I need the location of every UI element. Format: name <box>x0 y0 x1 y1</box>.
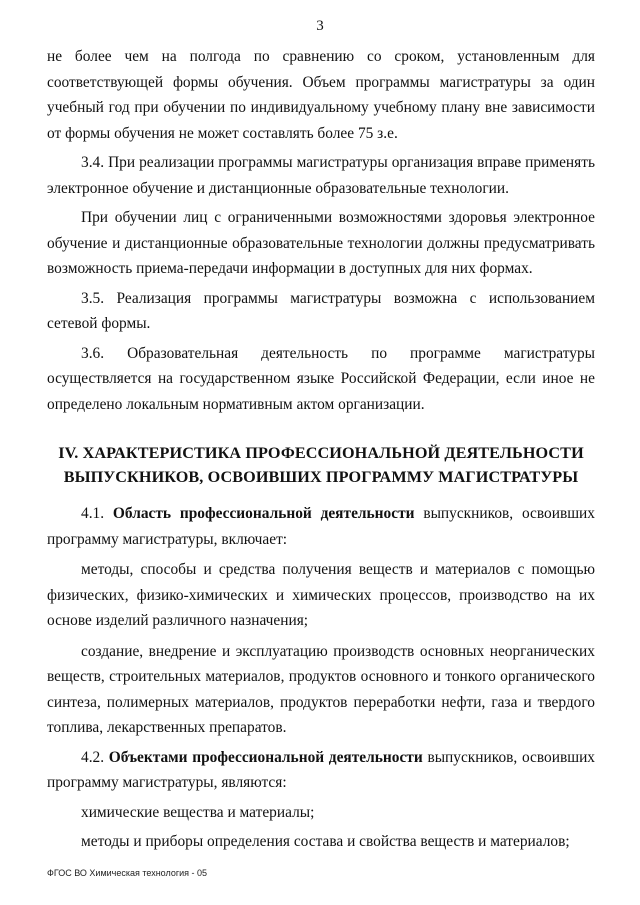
paragraph-production: создание, внедрение и эксплуатацию производств основных неорганических веществ, строительных материалов, продуктов основного и тонкого органического синтеза, полимерных материалов, продуктов переработки нефти, газа и твердого топлива, лекарственных препаратов. <box>47 642 595 736</box>
paragraph-4-1-number: 4.1. <box>81 505 105 522</box>
paragraph-4-1 <box>47 501 595 552</box>
paragraph-continuation: не более чем на полгода по сравнению со сроком, установленным для соответствующей формы обучения. Объем программы магистратуры за один учебный год при обучении по индивидуальному учебному плану вне зависимости от формы обучения не может составлять более 75 з.е. <box>47 48 595 142</box>
document-body <box>47 44 595 855</box>
paragraph-3-5: 3.5. Реализация программы магистратуры возможна с использованием сетевой формы. <box>47 289 595 332</box>
paragraph-4-2-text: выпускников, освоивших программу магистратуры, являются: <box>47 748 595 791</box>
section-heading-line-2: ВЫПУСКНИКОВ, ОСВОИВШИХ ПРОГРАММУ МАГИСТРАТУРЫ <box>63 468 579 486</box>
section-heading-iv <box>47 441 595 489</box>
section-heading-line-1: IV. ХАРАКТЕРИСТИКА ПРОФЕССИОНАЛЬНОЙ ДЕЯТЕЛЬНОСТИ <box>58 444 584 462</box>
paragraph-4-2-number: 4.2. <box>81 748 105 766</box>
page-footer: ФГОС ВО Химическая технология - 05 <box>47 868 208 878</box>
paragraph-4-1-text: выпускников, освоивших программу магистратуры, включает: <box>47 505 595 548</box>
paragraph-3-4: 3.4. При реализации программы магистратуры организация вправе применять электронное обучение и дистанционные образовательные технологии. <box>47 154 595 197</box>
list-item-chemicals: химические вещества и материалы; <box>81 803 315 821</box>
paragraph-4-2 <box>47 745 595 796</box>
paragraph-4-2-term: Объектами профессиональной деятельности <box>108 748 423 766</box>
paragraph-methods: методы, способы и средства получения веществ и материалов с помощью физических, физико-химических и химических процессов, производство на их основе изделий различного назначения; <box>47 561 595 629</box>
paragraph-4-1-term: Область профессиональной деятельности <box>112 505 415 522</box>
paragraph-3-6: 3.6. Образовательная деятельность по программе магистратуры осуществляется на государственном языке Российской Федерации, если иное не определено локальным нормативным актом организации. <box>47 344 595 413</box>
page-number: 3 <box>316 18 324 34</box>
paragraph-disabled-persons: При обучении лиц с ограниченными возможностями здоровья электронное обучение и дистанционные образовательные технологии должны предусматривать возможность приема-передачи информации в доступных для них формах. <box>47 209 595 277</box>
list-item-methods-devices: методы и приборы определения состава и свойства веществ и материалов; <box>81 833 570 850</box>
